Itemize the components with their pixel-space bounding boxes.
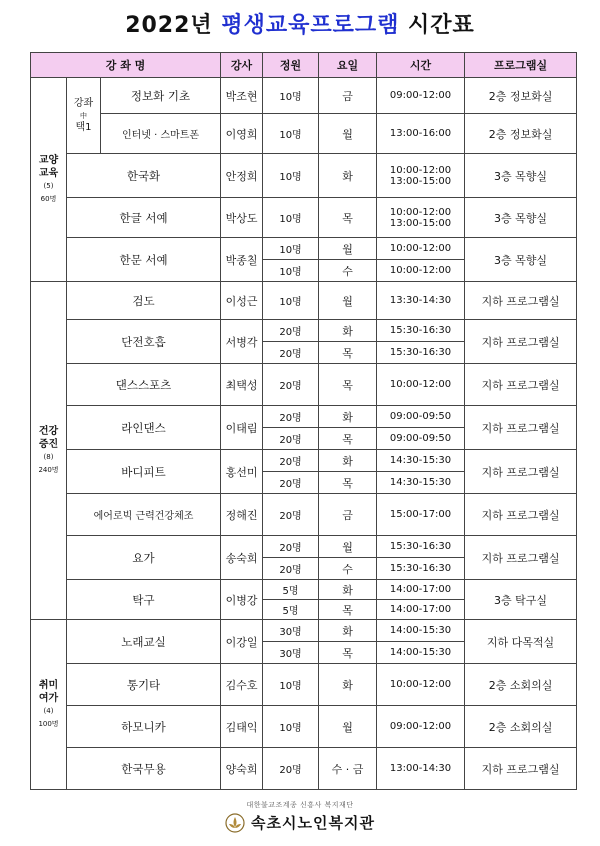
time: 10:00-12:00 13:00-15:00: [377, 154, 465, 198]
day: 수: [319, 558, 377, 580]
table-row: [31, 450, 577, 472]
time: 13:00-16:00: [377, 114, 465, 154]
day: 화: [319, 450, 377, 472]
day: 금: [319, 78, 377, 114]
time: 15:00-17:00: [377, 494, 465, 536]
teacher: 양숙희: [221, 748, 263, 790]
room: 지하 프로그램실: [465, 536, 577, 580]
day: 화: [319, 154, 377, 198]
course-name: 한국무용: [67, 748, 221, 790]
day: 수: [319, 260, 377, 282]
table-row: [31, 154, 577, 198]
capacity: 10명: [263, 198, 319, 238]
course-name: 댄스스포츠: [67, 364, 221, 406]
capacity: 5명: [263, 580, 319, 600]
capacity: 20명: [263, 748, 319, 790]
time: 10:00-12:00: [377, 664, 465, 706]
teacher: 이태림: [221, 406, 263, 450]
course-name: 인터넷 · 스마트폰: [101, 114, 221, 154]
day: 월: [319, 238, 377, 260]
capacity: 20명: [263, 364, 319, 406]
category-hobby: 취미 여가 (4) 100명: [31, 620, 67, 790]
table-row: [31, 78, 577, 114]
capacity: 30명: [263, 620, 319, 642]
room: 3층 목향실: [465, 238, 577, 282]
day: 화: [319, 664, 377, 706]
capacity: 10명: [263, 78, 319, 114]
capacity: 20명: [263, 494, 319, 536]
course-name: 정보화 기초: [101, 78, 221, 114]
course-name: 에어로빅 근력건강체조: [67, 494, 221, 536]
day: 화: [319, 320, 377, 342]
header-capacity: 정원: [263, 53, 319, 78]
capacity: 10명: [263, 260, 319, 282]
capacity: 20명: [263, 536, 319, 558]
header-room: 프로그램실: [465, 53, 577, 78]
organization-name: 속초시노인복지관: [251, 814, 375, 832]
day: 목: [319, 198, 377, 238]
course-name: 요가: [67, 536, 221, 580]
table-row: [31, 748, 577, 790]
capacity: 20명: [263, 342, 319, 364]
time: 09:00-09:50: [377, 428, 465, 450]
capacity: 20명: [263, 472, 319, 494]
lotus-logo-icon: [225, 813, 245, 833]
day: 금: [319, 494, 377, 536]
header-time: 시간: [377, 53, 465, 78]
teacher: 이병강: [221, 580, 263, 620]
room: 지하 프로그램실: [465, 494, 577, 536]
teacher: 서병각: [221, 320, 263, 364]
capacity: 20명: [263, 406, 319, 428]
time: 09:00-09:50: [377, 406, 465, 428]
room: 3층 탁구실: [465, 580, 577, 620]
capacity: 20명: [263, 450, 319, 472]
time: 10:00-12:00 13:00-15:00: [377, 198, 465, 238]
table-row: [31, 406, 577, 428]
header-course: 강 좌 명: [31, 53, 221, 78]
table-row: [31, 238, 577, 260]
teacher: 박조현: [221, 78, 263, 114]
teacher: 안정희: [221, 154, 263, 198]
course-name: 한문 서예: [67, 238, 221, 282]
capacity: 30명: [263, 642, 319, 664]
footer: [0, 800, 600, 833]
category-health: 건강 증진 (8) 240명: [31, 282, 67, 620]
course-name: 하모니카: [67, 706, 221, 748]
day: 월: [319, 706, 377, 748]
table-row: [31, 198, 577, 238]
time: 14:30-15:30: [377, 450, 465, 472]
day: 화: [319, 620, 377, 642]
course-name: 단전호흡: [67, 320, 221, 364]
day: 수 · 금: [319, 748, 377, 790]
time: 14:00-15:30: [377, 642, 465, 664]
room: 지하 프로그램실: [465, 364, 577, 406]
time: 15:30-16:30: [377, 536, 465, 558]
capacity: 20명: [263, 428, 319, 450]
time: 10:00-12:00: [377, 260, 465, 282]
teacher: 송숙희: [221, 536, 263, 580]
room: 3층 목향실: [465, 154, 577, 198]
day: 목: [319, 342, 377, 364]
time: 15:30-16:30: [377, 558, 465, 580]
day: 목: [319, 472, 377, 494]
room: 지하 다목적실: [465, 620, 577, 664]
table-row: [31, 494, 577, 536]
elective-label: 강좌 中 택1: [67, 78, 101, 154]
category-edu: 교양 교육 (5) 60명: [31, 78, 67, 282]
teacher: 김태익: [221, 706, 263, 748]
table-row: [31, 620, 577, 642]
capacity: 20명: [263, 320, 319, 342]
table-row: [31, 664, 577, 706]
capacity: 10명: [263, 706, 319, 748]
teacher: 박상도: [221, 198, 263, 238]
teacher: 이영희: [221, 114, 263, 154]
course-name: 탁구: [67, 580, 221, 620]
time: 09:00-12:00: [377, 78, 465, 114]
table-row: [31, 282, 577, 320]
capacity: 5명: [263, 600, 319, 620]
room: 지하 프로그램실: [465, 406, 577, 450]
room: 2층 소회의실: [465, 706, 577, 748]
table-row: [31, 320, 577, 342]
table-header-row: [31, 53, 577, 78]
capacity: 10명: [263, 282, 319, 320]
capacity: 10명: [263, 114, 319, 154]
time: 14:00-15:30: [377, 620, 465, 642]
teacher: 이성근: [221, 282, 263, 320]
course-name: 한글 서예: [67, 198, 221, 238]
course-name: 노래교실: [67, 620, 221, 664]
day: 화: [319, 580, 377, 600]
time: 10:00-12:00: [377, 364, 465, 406]
schedule-table: [30, 52, 577, 790]
teacher: 최택성: [221, 364, 263, 406]
time: 14:30-15:30: [377, 472, 465, 494]
teacher: 김수호: [221, 664, 263, 706]
title-highlight: 평생교육프로그램: [221, 13, 400, 38]
room: 지하 프로그램실: [465, 282, 577, 320]
course-name: 통기타: [67, 664, 221, 706]
title-rest: 시간표: [408, 13, 475, 38]
capacity: 20명: [263, 558, 319, 580]
room: 3층 목향실: [465, 198, 577, 238]
room: 2층 소회의실: [465, 664, 577, 706]
capacity: 10명: [263, 154, 319, 198]
teacher: 홍선미: [221, 450, 263, 494]
time: 09:00-12:00: [377, 706, 465, 748]
course-name: 라인댄스: [67, 406, 221, 450]
time: 15:30-16:30: [377, 320, 465, 342]
day: 월: [319, 114, 377, 154]
course-name: 바디피트: [67, 450, 221, 494]
header-teacher: 강사: [221, 53, 263, 78]
table-row: [31, 580, 577, 600]
time: 14:00-17:00: [377, 580, 465, 600]
teacher: 이강일: [221, 620, 263, 664]
day: 목: [319, 428, 377, 450]
time: 13:00-14:30: [377, 748, 465, 790]
course-name: 검도: [67, 282, 221, 320]
capacity: 10명: [263, 238, 319, 260]
title-year: 2022년: [125, 13, 213, 38]
teacher: 박종칠: [221, 238, 263, 282]
course-name: 한국화: [67, 154, 221, 198]
time: 10:00-12:00: [377, 238, 465, 260]
room: 지하 프로그램실: [465, 748, 577, 790]
time: 13:30-14:30: [377, 282, 465, 320]
day: 화: [319, 406, 377, 428]
day: 목: [319, 364, 377, 406]
room: 지하 프로그램실: [465, 320, 577, 364]
table-row: [31, 706, 577, 748]
header-day: 요일: [319, 53, 377, 78]
day: 목: [319, 642, 377, 664]
teacher: 정해진: [221, 494, 263, 536]
table-row: [31, 364, 577, 406]
foundation-name: 대한불교조계종 신흥사 복지재단: [246, 801, 354, 809]
room: 지하 프로그램실: [465, 450, 577, 494]
room: 2층 정보화실: [465, 114, 577, 154]
table-row: [31, 536, 577, 558]
table-row: [31, 114, 577, 154]
page-title: [0, 8, 600, 39]
time: 14:00-17:00: [377, 600, 465, 620]
day: 월: [319, 282, 377, 320]
day: 월: [319, 536, 377, 558]
room: 2층 정보화실: [465, 78, 577, 114]
capacity: 10명: [263, 664, 319, 706]
day: 목: [319, 600, 377, 620]
time: 15:30-16:30: [377, 342, 465, 364]
